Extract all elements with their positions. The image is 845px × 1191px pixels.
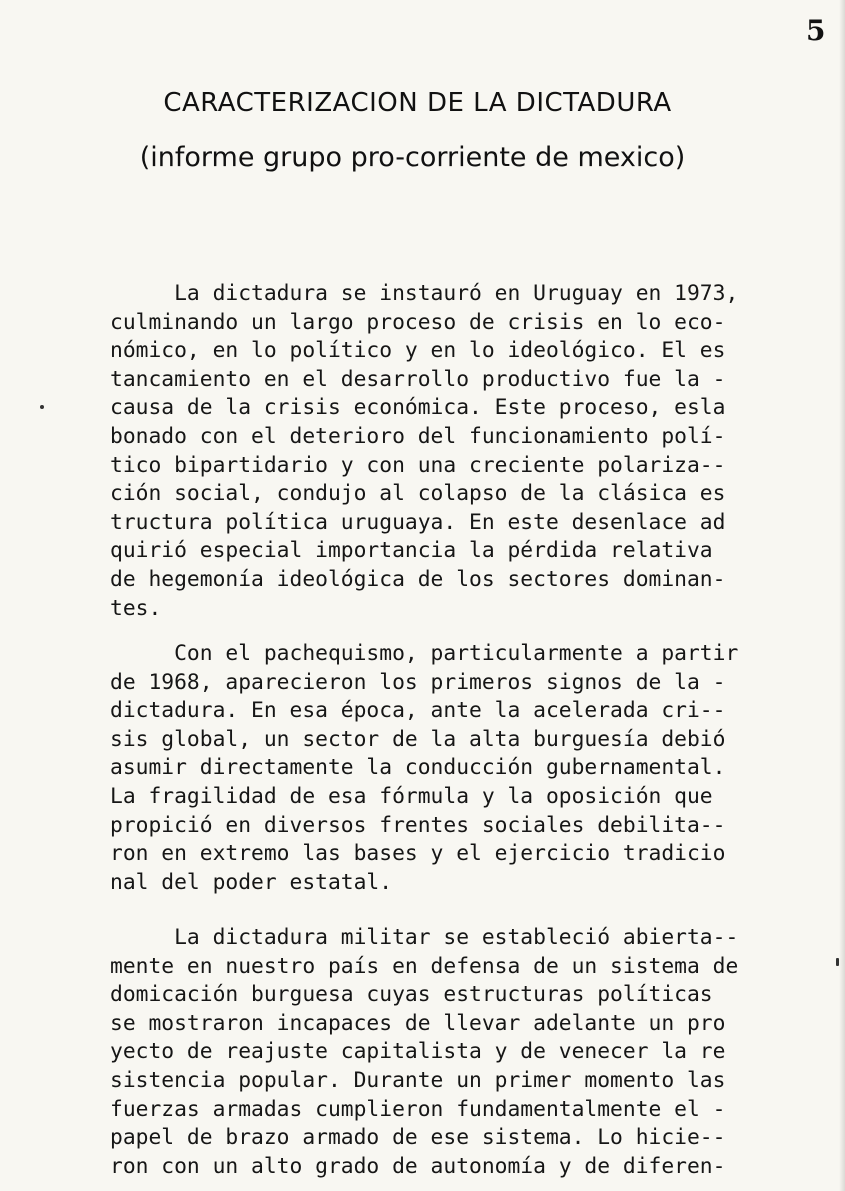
text-line: asumir directamente la conducción gubernamental. xyxy=(110,755,726,781)
page-subtitle-text: (informe grupo pro-corriente de mexico) xyxy=(139,142,686,173)
page-subtitle xyxy=(0,142,845,173)
page-edge-shadow xyxy=(839,0,845,1191)
text-line: se mostraron incapaces de llevar adelante un pro xyxy=(110,1010,726,1036)
text-line: nómico, en lo político y en lo ideológico. El es xyxy=(110,338,726,364)
text-line: bonado con el deterioro del funcionamiento polí- xyxy=(110,423,726,449)
text-line: causa de la crisis económica. Este proceso, esla xyxy=(110,395,726,421)
page-number: 5 xyxy=(806,14,826,47)
text-line: fuerzas armadas cumplieron fundamentalmente el - xyxy=(110,1096,726,1122)
text-line: La dictadura se instauró en Uruguay en 1973, xyxy=(110,281,739,306)
scan-speck xyxy=(836,958,839,966)
page-title xyxy=(0,88,845,118)
text-line: ron en extremo las bases y el ejercicio tradicio xyxy=(110,841,726,867)
text-line: sis global, un sector de la alta burguesía debió xyxy=(110,726,726,752)
text-line: ron con un alto grado de autonomía y de diferen- xyxy=(110,1153,726,1179)
text-line: tico bipartidario y con una creciente polariza-- xyxy=(110,452,726,478)
text-line: dictadura. En esa época, ante la acelerada cri-- xyxy=(110,698,726,724)
paragraph-3 xyxy=(110,924,810,1181)
page-title-text: CARACTERIZACION DE LA DICTADURA xyxy=(163,88,672,118)
text-line: quirió especial importancia la pérdida relativa xyxy=(110,538,713,564)
text-line: de 1968, aparecieron los primeros signos de la - xyxy=(110,669,726,695)
text-line: La dictadura militar se estableció abierta-- xyxy=(110,925,739,950)
text-line: tes. xyxy=(110,595,162,621)
scan-speck xyxy=(40,405,44,409)
text-line: tancamiento en el desarrollo productivo fue la - xyxy=(110,366,726,392)
text-line: de hegemonía ideológica de los sectores dominan- xyxy=(110,566,726,592)
paragraph-1 xyxy=(110,280,810,623)
text-line: La fragilidad de esa fórmula y la oposición que xyxy=(110,783,713,809)
text-line: Con el pachequismo, particularmente a partir xyxy=(110,641,739,666)
text-line: mente en nuestro país en defensa de un sistema de xyxy=(110,953,739,979)
text-line: ción social, condujo al colapso de la clásica es xyxy=(110,481,726,507)
text-line: tructura política uruguaya. En este desenlace ad xyxy=(110,509,726,535)
text-line: sistencia popular. Durante un primer momento las xyxy=(110,1067,726,1093)
text-line: papel de brazo armado de ese sistema. Lo hicie-- xyxy=(110,1125,726,1151)
paragraph-2 xyxy=(110,640,810,897)
text-line: yecto de reajuste capitalista y de venecer la re xyxy=(110,1039,726,1065)
text-line: domicación burguesa cuyas estructuras políticas xyxy=(110,982,713,1008)
text-line: nal del poder estatal. xyxy=(110,869,393,895)
text-line: propició en diversos frentes sociales debilita-- xyxy=(110,812,726,838)
text-line: culminando un largo proceso de crisis en lo eco- xyxy=(110,309,726,335)
